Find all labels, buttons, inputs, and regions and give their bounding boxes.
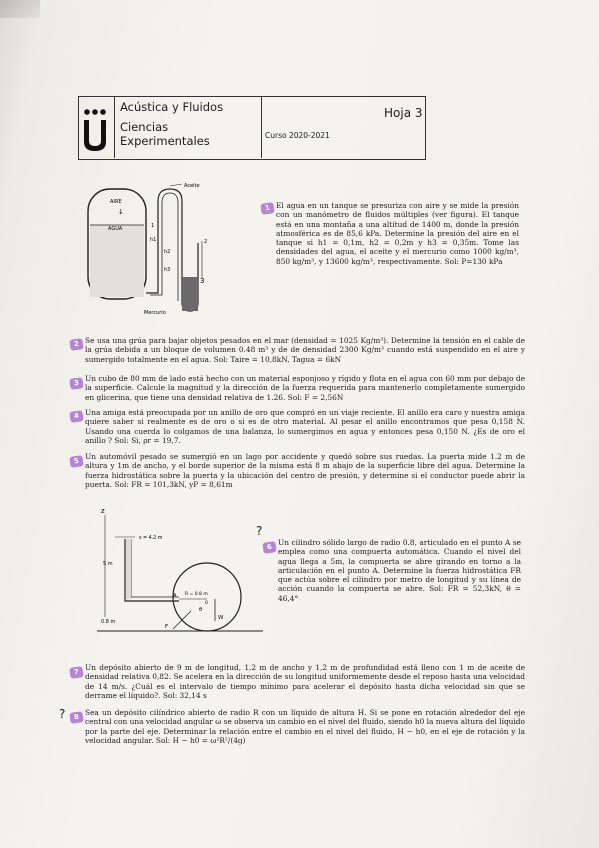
subject-title: Acústica y Fluidos (120, 100, 224, 114)
problem-7-text: Un depósito abierto de 9 m de longitud, 1,2 m de ancho y 1,2 m de profundidad está lleno con 1 m de aceite de densidad relativa 0,82. Se acelera en la dirección de su longitud uniformemente desde el reposo hasta una velocidad de 14 m/s. ¿Cuál es el intervalo de tiempo mínimo para acelerar el depósito hasta dicha velocidad sin que se derrame el líquido?. Sol: 32,14 s (85, 663, 525, 700)
degree-title: Ciencias Experimentales (120, 120, 210, 148)
label-3: 3 (200, 277, 205, 285)
problem-8-text: Sea un depósito cilíndrico abierto de radio R con un líquido de altura H. Si se pone en rotación alrededor del eje central con una velocidad angular ω se observa un cambio en el nivel del fluido, siendo h0 la nueva altura del líquido por la parte del eje. Determinar la relación entre el cambio en el nivel del fluido, H − h0, en el eje de rotación y la velocidad angular. Sol: H − h0 = ω²R²/(4g) (85, 708, 525, 745)
label-FR: F (165, 624, 169, 630)
label-0-8m: 0.8 m (101, 619, 116, 625)
water-channel (125, 539, 179, 601)
problem-number-2: 2 (69, 338, 83, 351)
problem-number-4: 4 (69, 410, 83, 423)
question-mark-6: ? (256, 524, 263, 538)
problem-number-3: 3 (69, 377, 83, 390)
problem-number-5: 5 (69, 455, 83, 468)
course-year: Curso 2020-2021 (265, 131, 330, 140)
mercury-fill (182, 277, 198, 311)
question-mark-8: ? (59, 707, 66, 721)
label-theta: θ (199, 607, 203, 613)
label-R: R = 0.8 m (185, 592, 208, 597)
svg-text:↓: ↓ (118, 208, 124, 216)
cylinder-gate (173, 563, 241, 631)
university-logo (78, 96, 114, 158)
problem-number-1: 1 (260, 202, 274, 215)
label-z: z (101, 507, 105, 515)
label-aceite: Aceite (184, 183, 200, 189)
header-title-block (114, 96, 262, 158)
problem-4-text: Una amiga está preocupada por un anillo de oro que compró en un viaje reciente. El anillo era caro y nuestra amiga quiere saber si realmente es de oro o si es de otro material. Al pesar el anillo encontramos que pesa 0,158 N. Usando una cuerda lo colgamos de una balanza, lo sumergimos en agua y entonces pesa 0,150 N. ¿Es de oro el anillo ? Sol: Si, ρr = 19,7. (85, 408, 525, 445)
label-A: A (173, 593, 177, 599)
problem-number-8: 8 (69, 711, 83, 724)
label-2: 2 (204, 239, 208, 245)
label-h1: h1 (150, 237, 157, 243)
problem-5-text: Un automóvil pesado se sumergió en un lago por accidente y quedó sobre sus ruedas. La puerta mide 1.2 m de altura y 1m de ancho, y el borde superior de la misma está 8 m abajo de la superficie libre del agua. Determine la fuerza hidrostática sobre la puerta y la ubicación del centro de presión, y determine si el conductor puede abrir la puerta. Sol: FR = 101,3kN, yP = 8,61m (85, 452, 525, 489)
problem-3-text: Un cubo de 80 mm de lado está hecho con un material esponjoso y rígido y flota en el agua con 60 mm por debajo de la superficie. Calcule la magnitud y la dirección de la fuerza requerida para mantenerlo completamente sumergido en glicerina, que tiene una densidad relativa de 1.26. Sol: F = 2,56N (85, 374, 525, 402)
problem-2-text: Se usa una grúa para bajar objetos pesados en el mar (densidad = 1025 Kg/m³). Determine la tensión en el cable de la grúa debida a un bloque de volumen 0.48 m³ y de de densidad 2300 Kg/m³ cuando está suspendido en el aire y sumergido totalmente en el agua. Sol: Taire = 10,8kN, Tagua = 6kN (85, 336, 525, 364)
tank-water (90, 225, 144, 297)
label-h2: h2 (164, 249, 171, 255)
problem-number-7: 7 (69, 666, 83, 679)
label-W: W (218, 615, 224, 621)
cylinder-gate-figure (95, 507, 265, 632)
label-mercurio: Mercurio (144, 310, 166, 316)
label-0: 0 (205, 601, 208, 606)
label-aire: AIRE (110, 199, 122, 205)
page-corner-shadow (0, 0, 40, 18)
problem-number-6: 6 (262, 541, 276, 554)
sheet-number: Hoja 3 (384, 106, 423, 120)
problem-1-text: El agua en un tanque se presuriza con aire y se mide la presión con un manómetro de fluidos múltiples (ver figura). El tanque está en una montaña a una altitud de 1400 m, donde la presión atmosférica es de 85,6 kPa. Determine la presión del aire en el tanque si h1 = 0,1m, h2 = 0,2m y h3 = 0,35m. Tome las densidades del agua, el aceite y el mercurio como 1000 kg/m³, 850 kg/m³, y 13600 kg/m³, respectivamente. Sol: P=130 kPa (276, 201, 519, 266)
label-5m: 5 m (103, 561, 113, 567)
label-agua: AGUA (108, 226, 123, 232)
label-1: 1 (151, 223, 155, 229)
label-h3: h3 (164, 267, 171, 273)
label-s: s = 4.2 m (139, 536, 163, 541)
problem-6-text: Un cilindro sólido largo de radio 0.8, articulado en el punto A se emplea como una compuerta automática. Cuando el nivel del agua llega a 5m, la compuerta se abre girando en torno a la articulación en el punto A. Determine la fuerza hidrostática FR que actúa sobre el cilindro por metro de longitud y su línea de acción cuando la compuerta se abre. Sol: FR = 52,3kN, θ = 46,4° (278, 538, 521, 603)
manometer-figure (80, 183, 260, 318)
